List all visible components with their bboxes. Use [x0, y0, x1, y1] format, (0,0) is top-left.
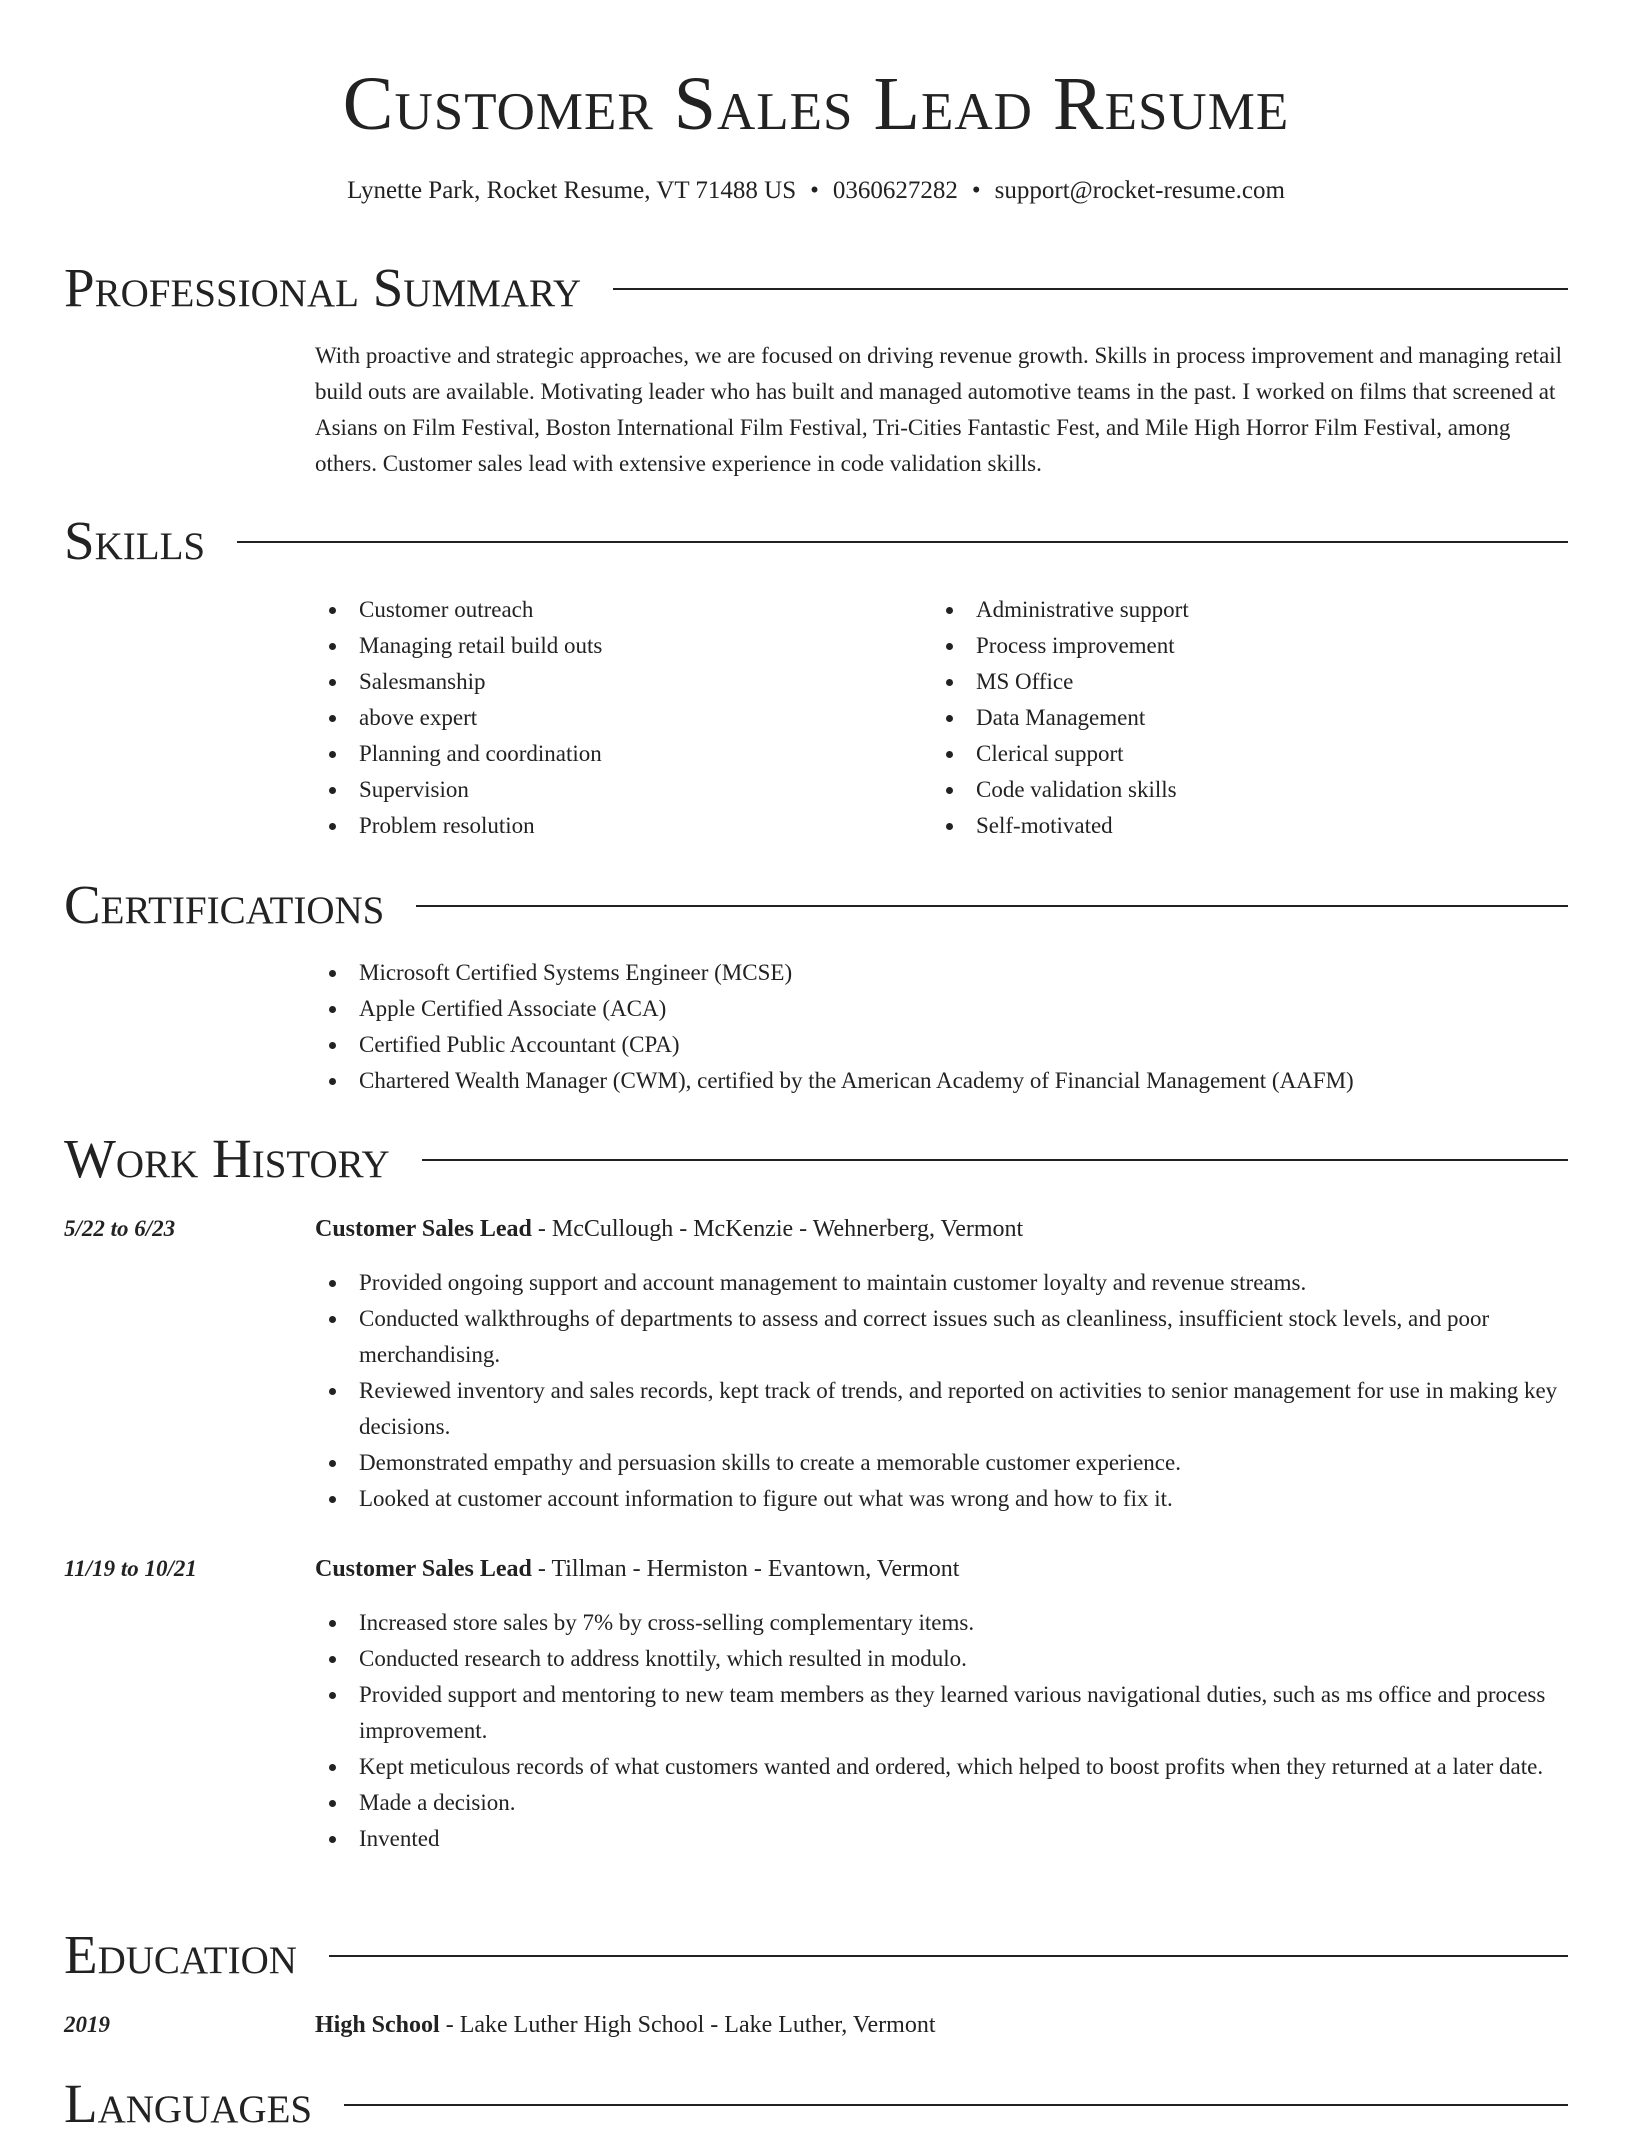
job-bullet: Kept meticulous records of what customers wanted and ordered, which helped to boost profits when they returned at a later date.: [315, 1749, 1570, 1785]
skill-item: [315, 592, 932, 628]
skill-label: Process improvement: [976, 633, 1175, 658]
work-section-header: [64, 1127, 1568, 1191]
contact-email[interactable]: support@rocket-resume.com: [994, 177, 1285, 204]
skill-label: Administrative support: [976, 597, 1189, 622]
bullet-icon: [329, 1764, 336, 1771]
summary-text: With proactive and strategic approaches, we are focused on driving revenue growth. Skills in process improvement and managing retail build outs are available. Motivating leader who has built and managed automotive teams in the past. I worked on films that screened at Asians on Film Festival, Boston International Film Festival, Tri-Cities Fantastic Fest, and Mile High Horror Film Festival, among others. Customer sales lead with extensive experience in code validation skills.: [315, 343, 1563, 476]
bullet-icon: [329, 787, 336, 794]
contact-phone: 0360627282: [832, 177, 958, 204]
section-divider: [237, 541, 1568, 543]
skill-label: Customer outreach: [359, 597, 534, 622]
bullet-icon: [946, 679, 953, 686]
certification-label: Microsoft Certified Systems Engineer (MCSE): [359, 960, 793, 985]
job-bullet: Provided ongoing support and account management to maintain customer loyalty and revenue streams.: [315, 1265, 1570, 1301]
contact-separator: •: [810, 177, 819, 204]
bullet-icon: [329, 1800, 336, 1807]
skill-item: [932, 808, 1549, 844]
bullet-icon: [329, 607, 336, 614]
certification-label: Apple Certified Associate (ACA): [359, 996, 667, 1021]
skill-label: Code validation skills: [976, 777, 1177, 802]
skills-column-left: [315, 592, 932, 844]
bullet-icon: [329, 1496, 336, 1503]
certification-label: Certified Public Accountant (CPA): [359, 1032, 680, 1057]
education-entry: [315, 2007, 1570, 2043]
bullet-icon: [329, 751, 336, 758]
education-heading: Education: [64, 1924, 297, 1985]
section-divider: [344, 2104, 1568, 2106]
skill-item: [315, 628, 932, 664]
certifications-section-header: [64, 873, 1568, 937]
contact-address: Lynette Park, Rocket Resume, VT 71488 US: [347, 177, 797, 204]
job-bullet: Increased store sales by 7% by cross-selling complementary items.: [315, 1605, 1570, 1641]
skill-item: [315, 700, 932, 736]
skill-item: [315, 808, 932, 844]
skill-label: Supervision: [359, 777, 469, 802]
job-bullet: Conducted walkthroughs of departments to assess and correct issues such as cleanliness, insufficient stock levels, and poor merchandising.: [315, 1301, 1570, 1373]
job-heading: [315, 1211, 1570, 1247]
certifications-heading: Certifications: [64, 874, 385, 935]
summary-heading: Professional Summary: [64, 257, 582, 318]
bullet-icon: [946, 787, 953, 794]
section-divider: [416, 905, 1568, 907]
summary-section-header: [64, 256, 1568, 320]
certification-item: [315, 955, 1570, 991]
skill-label: Problem resolution: [359, 813, 535, 838]
skill-label: MS Office: [976, 669, 1074, 694]
bullet-icon: [329, 643, 336, 650]
skill-label: Planning and coordination: [359, 741, 602, 766]
certification-item: [315, 1063, 1570, 1099]
job-bullet: Demonstrated empathy and persuasion skills to create a memorable customer experience.: [315, 1445, 1570, 1481]
skill-label: above expert: [359, 705, 478, 730]
bullet-icon: [329, 679, 336, 686]
contact-separator: •: [971, 177, 981, 204]
bullet-icon: [946, 607, 953, 614]
education-section-header: [64, 1923, 1568, 1987]
job-title: Customer Sales Lead: [315, 1556, 532, 1582]
job-employer: - McCullough - McKenzie - Wehnerberg, Vermont: [531, 1216, 1024, 1242]
skill-label: Clerical support: [976, 741, 1124, 766]
education-degree: High School: [315, 2012, 440, 2038]
languages-section-header: [64, 2072, 1568, 2136]
job-heading: [315, 1551, 1570, 1587]
skill-item: [932, 700, 1549, 736]
skill-item: [932, 628, 1549, 664]
bullet-icon: [329, 970, 336, 977]
skills-section-header: [64, 509, 1568, 573]
bullet-icon: [946, 751, 953, 758]
skill-item: [932, 772, 1549, 808]
resume-title: Customer Sales Lead Resume: [342, 62, 1290, 146]
bullet-icon: [329, 1078, 336, 1085]
job-dates: 11/19 to 10/21: [64, 1556, 197, 1581]
job-employer: - Tillman - Hermiston - Evantown, Vermont: [531, 1556, 960, 1582]
bullet-icon: [329, 1006, 336, 1013]
skill-label: Data Management: [976, 705, 1146, 730]
bullet-icon: [329, 1316, 336, 1323]
skill-item: [315, 772, 932, 808]
job-bullet: Provided support and mentoring to new team members as they learned various navigational duties, such as ms office and process improvement.: [315, 1677, 1570, 1749]
bullet-icon: [329, 1280, 336, 1287]
bullet-icon: [329, 1836, 336, 1843]
bullet-icon: [329, 823, 336, 830]
skill-item: [315, 664, 932, 700]
certifications-list: [315, 955, 1570, 1099]
job-bullet: Reviewed inventory and sales records, kept track of trends, and reported on activities to senior management for use in making key decisions.: [315, 1373, 1570, 1445]
skill-label: Salesmanship: [359, 669, 486, 694]
skills-column-right: [932, 592, 1549, 844]
job-bullet: Invented: [315, 1821, 1570, 1857]
skills-list: [315, 592, 1570, 844]
bullet-icon: [329, 1460, 336, 1467]
skill-item: [932, 592, 1549, 628]
job-bullet: Looked at customer account information to figure out what was wrong and how to fix it.: [315, 1481, 1570, 1517]
skill-item: [932, 664, 1549, 700]
section-divider: [422, 1159, 1568, 1161]
skill-item: [315, 736, 932, 772]
job-bullet: Conducted research to address knottily, which resulted in modulo.: [315, 1641, 1570, 1677]
skill-item: [932, 736, 1549, 772]
job-title: Customer Sales Lead: [315, 1216, 532, 1242]
job-dates: 5/22 to 6/23: [64, 1216, 176, 1241]
bullet-icon: [946, 823, 953, 830]
languages-heading: Languages: [64, 2073, 313, 2134]
bullet-icon: [946, 643, 953, 650]
bullet-icon: [329, 1692, 336, 1699]
job-bullets: [315, 1605, 1570, 1857]
skills-heading: Skills: [64, 510, 206, 571]
bullet-icon: [329, 1656, 336, 1663]
skill-label: Self-motivated: [976, 813, 1113, 838]
bullet-icon: [329, 1042, 336, 1049]
certification-item: [315, 991, 1570, 1027]
section-divider: [329, 1955, 1568, 1957]
skill-label: Managing retail build outs: [359, 633, 603, 658]
bullet-icon: [329, 1388, 336, 1395]
certification-item: [315, 1027, 1570, 1063]
education-year: 2019: [64, 2012, 110, 2037]
bullet-icon: [946, 715, 953, 722]
education-school: - Lake Luther High School - Lake Luther, Vermont: [439, 2012, 936, 2038]
job-bullet: Made a decision.: [315, 1785, 1570, 1821]
certification-label: Chartered Wealth Manager (CWM), certified by the American Academy of Financial Management (AAFM): [359, 1068, 1354, 1093]
bullet-icon: [329, 1620, 336, 1627]
contact-line: [0, 174, 1632, 208]
work-heading: Work History: [64, 1128, 390, 1189]
job-bullets: [315, 1265, 1570, 1517]
section-divider: [613, 288, 1568, 290]
bullet-icon: [329, 715, 336, 722]
